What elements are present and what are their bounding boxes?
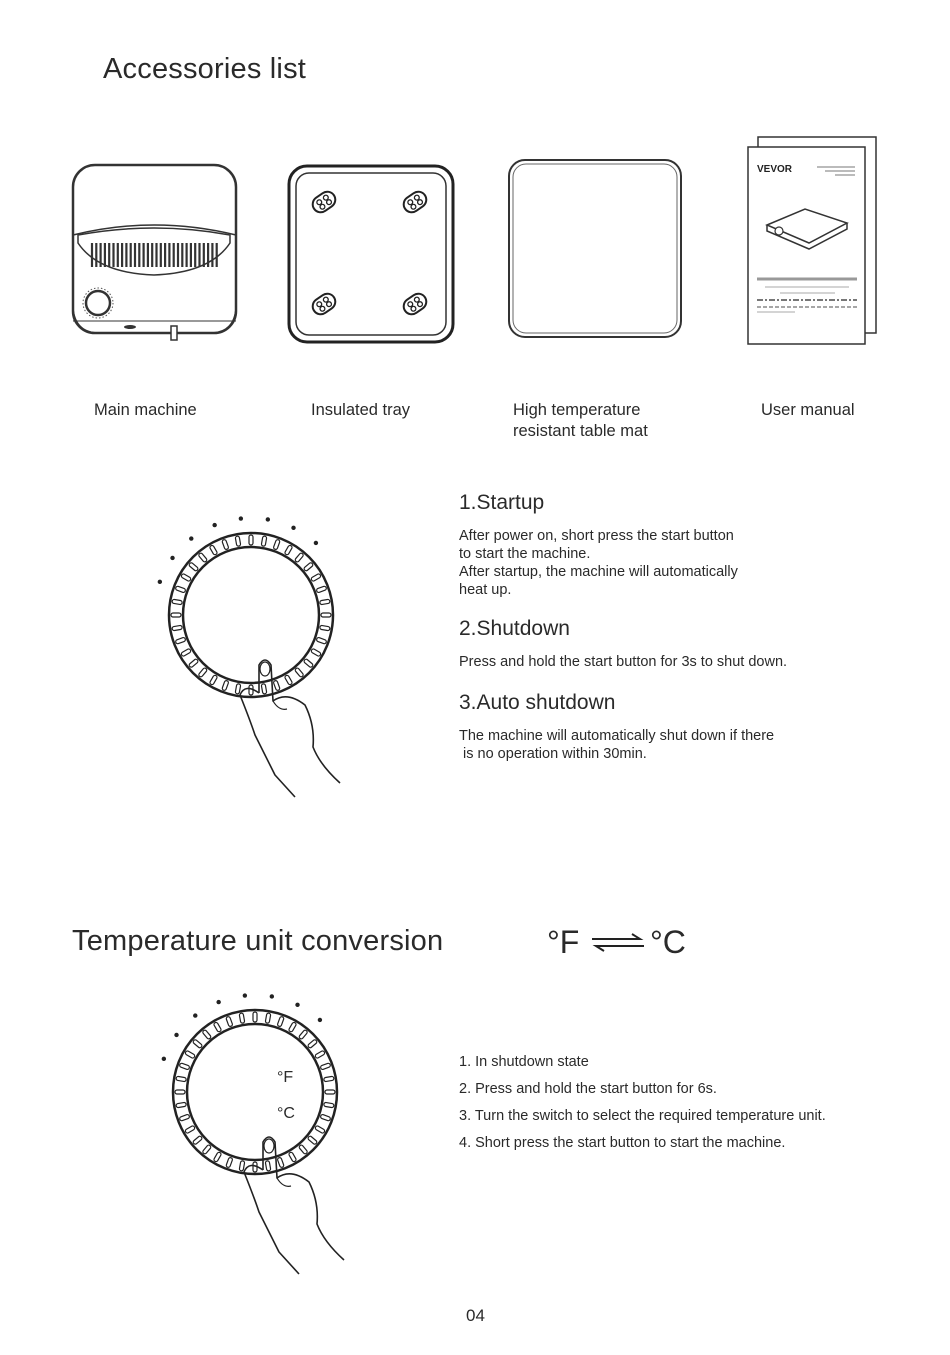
startup-line: After power on, short press the start button	[459, 528, 734, 544]
startup-line: heat up.	[459, 582, 512, 598]
fingertip	[264, 1139, 274, 1153]
conversion-step: 2. Press and hold the start button for 6s.	[459, 1081, 717, 1097]
knob-grip-notch	[253, 1012, 257, 1022]
knob-label-f: °F	[277, 1069, 294, 1086]
knob-grip-notch	[325, 1090, 335, 1094]
indicator-dot	[295, 1003, 299, 1007]
knob-label-c: °C	[277, 1105, 295, 1122]
caption-table-mat-line1: High temperature	[513, 401, 641, 419]
manual-brand-logo: VEVOR	[757, 164, 793, 175]
indicator-dot	[243, 993, 247, 997]
indicator-dot	[162, 1057, 166, 1061]
unit-c-symbol: °C	[650, 924, 686, 960]
conversion-title: Temperature unit conversion	[72, 925, 444, 957]
knob-inner-ring	[187, 1024, 323, 1160]
startup-line: to start the machine.	[459, 546, 591, 562]
hand-knuckle-line	[277, 1178, 291, 1186]
conversion-step: 1. In shutdown state	[459, 1054, 589, 1070]
indicator-dot	[216, 1000, 220, 1004]
auto-shutdown-heading: 3.Auto shutdown	[459, 691, 616, 714]
indicator-dot	[270, 994, 274, 998]
page-number: 04	[466, 1306, 485, 1325]
indicator-dot	[174, 1033, 178, 1037]
conversion-step: 4. Short press the start button to start the machine.	[459, 1135, 786, 1151]
accessories-title: Accessories list	[103, 53, 307, 85]
indicator-dot	[193, 1013, 197, 1017]
shutdown-line: Press and hold the start button for 3s to shut down.	[459, 654, 788, 670]
caption-insulated-tray: Insulated tray	[311, 401, 411, 419]
startup-line: After startup, the machine will automatically	[459, 564, 738, 580]
caption-table-mat-line2: resistant table mat	[513, 422, 648, 440]
caption-user-manual: User manual	[761, 401, 855, 419]
knob-grip-notch	[175, 1090, 185, 1094]
conversion-steps	[459, 1049, 826, 1157]
auto-shutdown-line: The machine will automatically shut down if there	[459, 728, 775, 744]
unit-f-symbol: °F	[547, 924, 580, 960]
shutdown-heading: 2.Shutdown	[459, 617, 570, 640]
caption-main-machine: Main machine	[94, 401, 197, 419]
auto-shutdown-line: is no operation within 30min.	[459, 746, 647, 762]
conversion-step: 3. Turn the switch to select the required temperature unit.	[459, 1108, 826, 1124]
startup-heading: 1.Startup	[459, 491, 545, 514]
hand-outline	[244, 1165, 299, 1274]
indicator-dot	[318, 1018, 322, 1022]
